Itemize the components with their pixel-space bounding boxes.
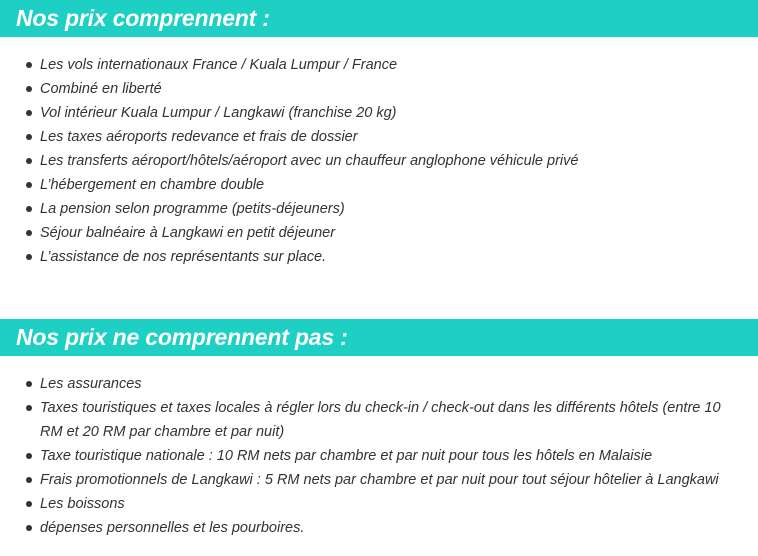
list-item — [0, 101, 758, 125]
list-item — [0, 149, 758, 173]
list-item-text: Vol intérieur Kuala Lumpur / Langkawi (franchise 20 kg) — [40, 105, 397, 121]
list-item — [0, 197, 758, 221]
bullet-icon — [26, 453, 32, 459]
list-item — [0, 173, 758, 197]
excluded-section-header — [0, 319, 758, 356]
list-item-text: Taxes touristiques et taxes locales à régler lors du check-in / check-out dans les différents hôtels (entre 10 RM et 20 RM par chambre et par nuit) — [40, 400, 721, 440]
bullet-icon — [26, 254, 32, 260]
list-item-text: Taxe touristique nationale : 10 RM nets par chambre et par nuit pour tous les hôtels en Malaisie — [40, 448, 653, 464]
list-item-text: Les vols internationaux France / Kuala Lumpur / France — [40, 57, 398, 73]
bullet-icon — [26, 134, 32, 140]
bullet-icon — [26, 62, 32, 68]
included-section-title: Nos prix comprennent : — [16, 5, 270, 31]
bullet-icon — [26, 525, 32, 531]
bullet-icon — [26, 110, 32, 116]
list-item — [0, 221, 758, 245]
list-item — [0, 516, 758, 540]
bullet-icon — [26, 230, 32, 236]
list-item — [0, 492, 758, 516]
bullet-icon — [26, 182, 32, 188]
list-item — [0, 125, 758, 149]
bullet-icon — [26, 86, 32, 92]
list-item — [0, 396, 758, 444]
list-item-text: Les assurances — [40, 376, 142, 392]
list-item-text: L’hébergement en chambre double — [40, 177, 265, 193]
list-item-text: Les transferts aéroport/hôtels/aéroport avec un chauffeur anglophone véhicule privé — [40, 153, 579, 169]
list-item-text: Séjour balnéaire à Langkawi en petit déjeuner — [40, 225, 336, 241]
list-item-text: Frais promotionnels de Langkawi : 5 RM nets par chambre et par nuit pour tout séjour hôtelier à Langkawi — [40, 472, 719, 488]
list-item — [0, 468, 758, 492]
list-item-text: L’assistance de nos représentants sur place. — [40, 249, 327, 265]
list-item-text: Combiné en liberté — [40, 81, 162, 97]
bullet-icon — [26, 405, 32, 411]
list-item — [0, 444, 758, 468]
bullet-icon — [26, 158, 32, 164]
bullet-icon — [26, 501, 32, 507]
included-section-header — [0, 0, 758, 37]
list-item — [0, 372, 758, 396]
list-item-text: Les boissons — [40, 496, 125, 512]
list-item — [0, 77, 758, 101]
excluded-section-title: Nos prix ne comprennent pas : — [16, 324, 348, 350]
excluded-items-list — [0, 372, 758, 540]
list-item — [0, 245, 758, 269]
list-item-text: Les taxes aéroports redevance et frais de dossier — [40, 129, 358, 145]
bullet-icon — [26, 206, 32, 212]
included-items-list — [0, 53, 758, 269]
bullet-icon — [26, 477, 32, 483]
list-item-text: dépenses personnelles et les pourboires. — [40, 520, 305, 536]
bullet-icon — [26, 381, 32, 387]
list-item-text: La pension selon programme (petits-déjeuners) — [40, 201, 345, 217]
list-item — [0, 53, 758, 77]
